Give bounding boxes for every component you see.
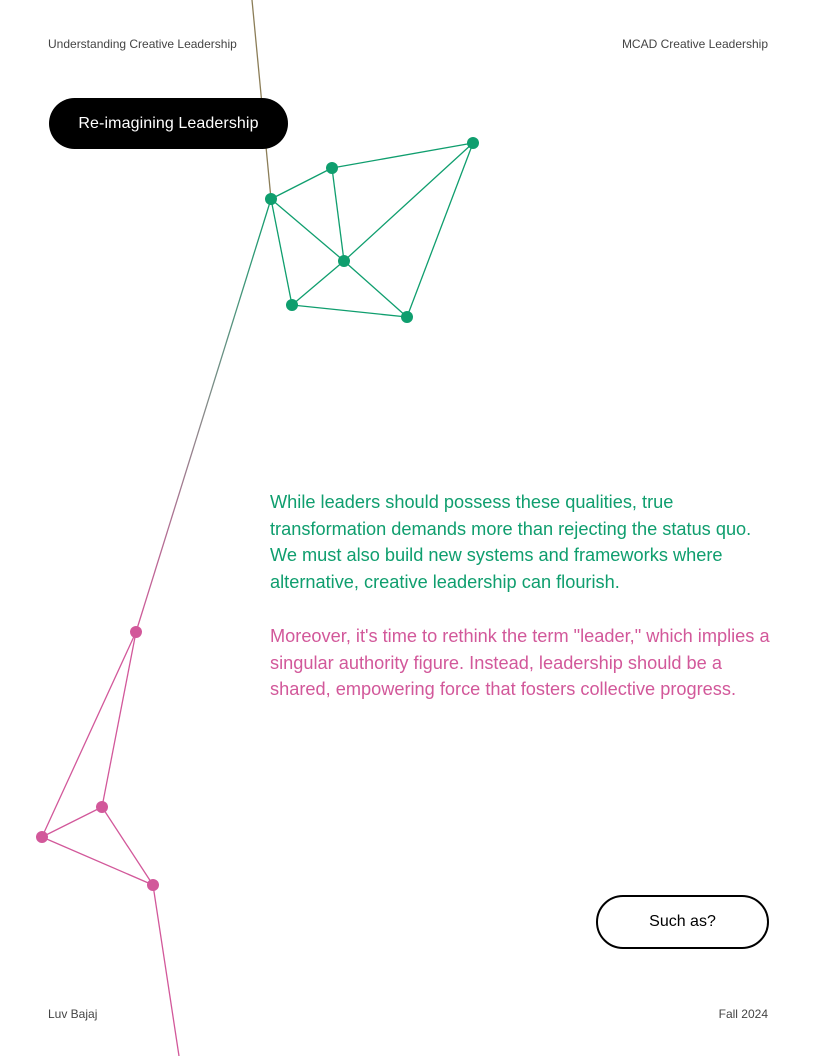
pink-network [42, 632, 179, 1056]
title-pill-label: Re-imagining Leadership [78, 114, 259, 132]
such-as-button-label: Such as? [649, 913, 716, 930]
green-node [401, 311, 413, 323]
green-node [326, 162, 338, 174]
pink-node [96, 801, 108, 813]
green-node [467, 137, 479, 149]
green-network-nodes [265, 137, 479, 323]
pink-network-nodes [36, 626, 159, 891]
pink-node [130, 626, 142, 638]
footer-date: Fall 2024 [718, 1007, 768, 1021]
title-pill [49, 98, 288, 149]
pink-node [147, 879, 159, 891]
green-network [271, 143, 473, 317]
paragraph-green: While leaders should possess these qualities, true transformation demands more than rejecting the status quo. We must also build new systems and frameworks where alternative, creative leadership can flourish. [270, 492, 752, 592]
such-as-button[interactable] [596, 895, 769, 949]
footer-author: Luv Bajaj [48, 1007, 98, 1021]
paragraph-pink: Moreover, it's time to rethink the term "leader," which implies a singular authority figure. Instead, leadership should be a shared, empowering force that fosters collective progress. [270, 626, 770, 700]
header-left-text: Understanding Creative Leadership [48, 37, 237, 51]
green-node [338, 255, 350, 267]
middle-connector-line [136, 199, 271, 632]
green-node [286, 299, 298, 311]
pink-node [36, 831, 48, 843]
header-right-text: MCAD Creative Leadership [621, 37, 768, 51]
